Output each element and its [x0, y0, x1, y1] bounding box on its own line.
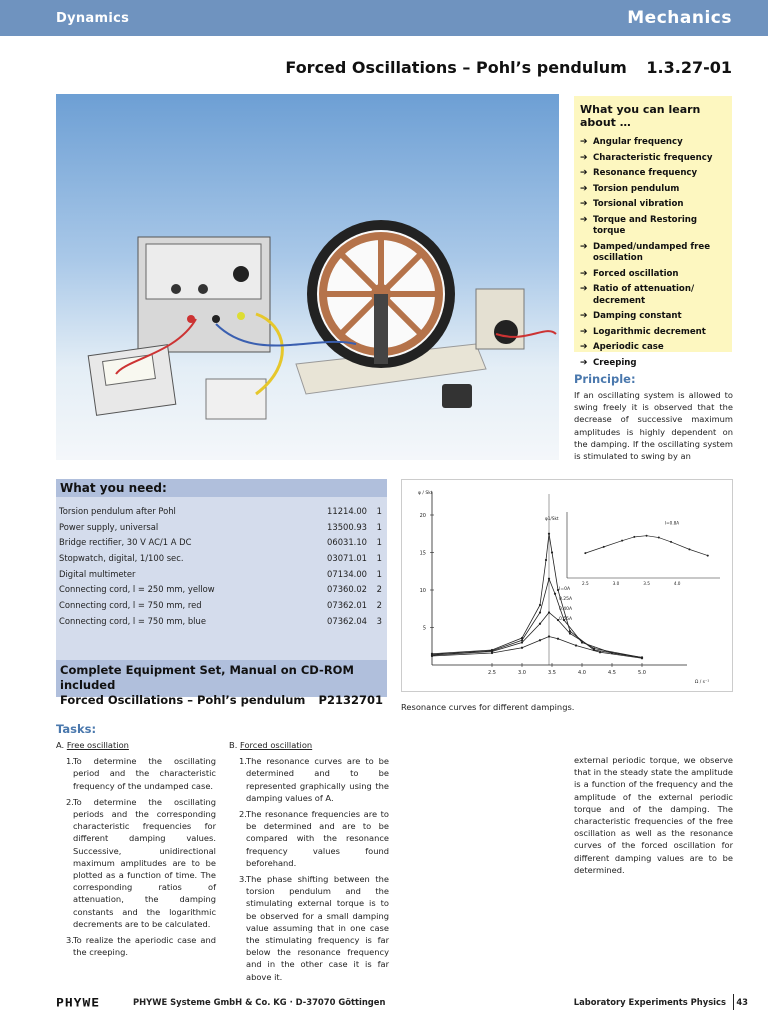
series-line — [432, 579, 642, 658]
equipment-qty: 2 — [376, 584, 382, 595]
learn-item: ➔ Resonance frequency — [580, 168, 698, 178]
x-axis-label: Ω / s⁻¹ — [694, 680, 710, 685]
equipment-row — [56, 534, 387, 550]
task-number: 3. — [66, 935, 74, 946]
arrow-icon: ➔ — [580, 268, 588, 279]
task-item: 2. To determine the oscillating periods and the corresponding characteristic frequencies for different damping values. Successive, unidirectional maximum amplitudes are to be plotted as a function of time. The corresponding ratios of attenuation, the damping constants and the logarithmic decrements are to be calculated. — [66, 796, 216, 929]
equipment-qty: 3 — [376, 615, 382, 626]
series-point — [599, 651, 601, 653]
equipment-code: 07362.04 — [327, 615, 367, 626]
experiment-number: 1.3.27-01 — [646, 58, 732, 77]
footer-address: PHYWE Systeme GmbH & Co. KG · D-37070 Göttingen — [133, 997, 386, 1007]
learn-item: ➔ Forced oscillation — [580, 268, 679, 279]
learn-item: ➔ Torque and Restoring torque — [580, 214, 698, 236]
series-point — [521, 641, 523, 643]
inset-point — [688, 548, 690, 550]
equipment-row — [56, 519, 387, 535]
equipment-name: Bridge rectifier, 30 V AC/1 A DC — [59, 537, 192, 548]
inset-y-label: φ1/Skt — [545, 516, 559, 521]
learn-about-box — [574, 96, 732, 368]
y-tick-label: 5 — [422, 625, 426, 632]
equipment-set-box — [56, 660, 387, 707]
equipment-row — [56, 550, 387, 566]
equipment-row — [56, 581, 387, 597]
inset-point — [633, 536, 635, 538]
series-point — [554, 593, 556, 595]
series-point — [575, 644, 577, 646]
series-point — [539, 639, 541, 641]
learn-heading: What you can learn about … — [580, 103, 701, 129]
principle-continuation: external periodic torque, we observe that in the steady state the amplitude is a function of the frequency and the amplitude of the external periodic torque and of the damping. The characteristic frequencies of the free oscillation as well as the resonance curves of the forced oscillation for different damping values are to be determined. — [574, 755, 733, 875]
series-point — [557, 638, 559, 640]
inset-x-tick-label: 2.5 — [582, 581, 589, 586]
series-point — [548, 635, 550, 637]
apparatus-illustration — [56, 94, 559, 460]
series-label: 0.25A — [559, 597, 573, 602]
phywe-logo: PHYWE — [56, 997, 101, 1010]
equipment-code: 06031.10 — [327, 537, 367, 548]
arrow-icon: ➔ — [580, 357, 588, 368]
series-point — [539, 611, 541, 613]
inset-point — [670, 541, 672, 543]
chart-caption: Resonance curves for different dampings. — [401, 702, 575, 712]
equipment-code: 07134.00 — [327, 568, 367, 579]
task-number: 2. — [239, 809, 247, 820]
series-point — [548, 611, 550, 613]
task-item: 1. The resonance curves are to be determined and to be represented graphically using the damping values of A. — [239, 756, 389, 803]
series-point — [548, 578, 550, 580]
arrow-icon: ➔ — [580, 183, 588, 194]
series-point — [569, 630, 571, 632]
inset-line — [585, 536, 707, 556]
title-text: Forced Oscillations – Pohl’s pendulum — [285, 58, 627, 77]
series-line — [432, 637, 642, 659]
equipment-code: 07362.01 — [327, 599, 367, 610]
what-you-need-box — [56, 479, 387, 707]
resonance-chart — [401, 479, 733, 692]
equipment-name: Connecting cord, l = 250 mm, yellow — [59, 584, 215, 595]
footer-series: Laboratory Experiments Physics — [573, 997, 726, 1007]
header-bar — [0, 0, 768, 36]
equipment-row — [56, 597, 387, 613]
principle-heading: Principle: — [574, 372, 636, 386]
series-point — [491, 652, 493, 654]
x-tick-label: 2.5 — [488, 670, 496, 676]
page-number: 43 — [736, 997, 748, 1007]
equipment-code: 03071.01 — [327, 552, 367, 563]
equipment-qty: 1 — [376, 521, 382, 532]
equipment-qty: 1 — [376, 552, 382, 563]
series-point — [641, 657, 643, 659]
series-label: I=0A — [559, 587, 571, 592]
equipment-qty: 2 — [376, 599, 382, 610]
inset-series-label: I=0.8A — [664, 520, 680, 526]
learn-item: ➔ Torsion pendulum — [580, 183, 680, 194]
task-number: 1. — [239, 756, 247, 767]
equipment-name: Digital multimeter — [59, 568, 136, 579]
inset-point — [603, 546, 605, 548]
page-title — [285, 58, 732, 77]
series-point — [593, 647, 595, 649]
equipment-qty: 1 — [376, 537, 382, 548]
set-line-1: Complete Equipment Set, Manual on CD-ROM included — [60, 663, 354, 692]
set-code: P2132701 — [318, 693, 383, 707]
footer — [0, 990, 768, 1020]
task-a-title: A. Free oscillation — [56, 740, 129, 750]
inset-x-tick-label: 3.0 — [612, 581, 620, 586]
y-tick-label: 10 — [419, 588, 426, 594]
series-point — [539, 623, 541, 625]
task-item: 3. To realize the aperiodic case and the creeping. — [66, 935, 216, 958]
inset-point — [658, 537, 660, 539]
equipment-qty: 1 — [376, 568, 382, 579]
equipment-qty: 1 — [376, 505, 382, 516]
x-tick-label: 4.5 — [608, 670, 616, 676]
y-axis-label: φ / Skt — [418, 491, 433, 496]
equipment-name: Connecting cord, l = 750 mm, blue — [59, 615, 206, 626]
section-label: Dynamics — [56, 11, 130, 26]
equipment-name: Torsion pendulum after Pohl — [59, 505, 176, 516]
category-label: Mechanics — [627, 8, 732, 28]
need-heading: What you need: — [56, 479, 387, 497]
equipment-table — [56, 503, 387, 629]
inset-point — [707, 555, 709, 557]
equipment-row — [56, 566, 387, 582]
learn-item: ➔ Characteristic frequency — [580, 152, 713, 163]
task-number: 1. — [66, 756, 74, 767]
learn-list — [580, 137, 726, 369]
tasks-column-b — [229, 739, 389, 987]
x-tick-label: 5.0 — [638, 670, 646, 676]
task-number: 3. — [239, 874, 247, 885]
arrow-icon: ➔ — [580, 311, 588, 321]
series-point — [521, 647, 523, 649]
x-tick-label: 4.0 — [578, 670, 586, 676]
learn-item: ➔ Torsional vibration — [580, 199, 684, 209]
series-point — [569, 632, 571, 634]
series-point — [545, 559, 547, 561]
equipment-row — [56, 503, 387, 519]
arrow-icon: ➔ — [580, 168, 588, 178]
set-line-2: Forced Oscillations – Pohl’s pendulum — [60, 693, 306, 707]
footer-divider — [733, 994, 734, 1010]
apparatus-photo — [56, 94, 559, 460]
series-line — [432, 613, 642, 658]
inset-point — [621, 540, 623, 542]
equipment-row — [56, 613, 387, 629]
resonance-chart-svg — [402, 480, 732, 691]
series-point — [551, 551, 553, 553]
learn-item: ➔ Aperiodic case — [580, 342, 664, 352]
inset-point — [646, 535, 648, 537]
learn-item: ➔ Damping constant — [580, 311, 682, 321]
tasks-column-a — [56, 739, 216, 962]
equipment-name: Power supply, universal — [59, 521, 159, 532]
y-tick-label: 15 — [419, 550, 426, 557]
task-b-list — [229, 755, 389, 983]
equipment-code: 13500.93 — [327, 521, 367, 532]
learn-item: ➔ Ratio of attenuation/ decrement — [580, 284, 695, 306]
series-point — [548, 533, 550, 535]
arrow-icon: ➔ — [580, 241, 588, 252]
series-label: 0.55A — [559, 617, 573, 622]
y-tick-label: 20 — [419, 513, 426, 519]
series-point — [431, 655, 433, 657]
arrow-icon: ➔ — [580, 137, 588, 147]
equipment-name: Connecting cord, l = 750 mm, red — [59, 599, 202, 610]
tasks-heading: Tasks: — [56, 722, 97, 736]
arrow-icon: ➔ — [580, 199, 588, 209]
task-item: 2. The resonance frequencies are to be determined and are to be compared with the resonance frequency values found beforehand. — [239, 809, 389, 868]
arrow-icon: ➔ — [580, 342, 588, 352]
series-label: 0.40A — [559, 607, 573, 612]
inset-x-tick-label: 4.0 — [673, 581, 681, 586]
equipment-code: 07360.02 — [327, 584, 367, 595]
series-point — [521, 639, 523, 641]
learn-item: ➔ Logarithmic decrement — [580, 326, 706, 337]
arrow-icon: ➔ — [580, 214, 588, 225]
series-line — [432, 534, 642, 658]
learn-item: ➔ Damped/undamped free oscillation — [580, 241, 711, 263]
arrow-icon: ➔ — [580, 326, 588, 337]
inset-point — [584, 552, 586, 554]
learn-item: ➔ Angular frequency — [580, 137, 683, 147]
task-number: 2. — [66, 796, 74, 807]
task-item: 1. To determine the oscillating period and the characteristic frequency of the undamped case. — [66, 756, 216, 791]
task-item: 3. The phase shifting between the torsion pendulum and the stimulating external torque is to be observed for a small damping value assuming that in one case the stimulating frequency is far below the resonance frequency and in the other case it is far above it. — [239, 874, 389, 982]
x-tick-label: 3.0 — [518, 670, 526, 676]
task-b-title: B. Forced oscillation — [229, 740, 313, 750]
arrow-icon: ➔ — [580, 152, 588, 163]
learn-item: ➔ Creeping — [580, 357, 637, 368]
equipment-code: 11214.00 — [327, 505, 367, 516]
task-a-list — [56, 755, 216, 958]
inset-x-tick-label: 3.5 — [643, 581, 650, 586]
principle-text: If an oscillating system is allowed to swing freely it is observed that the decrease of successive maximum amplitudes is highly dependent on the damping. If the oscillating system is stimulated to swing by an — [574, 390, 733, 462]
x-tick-label: 3.5 — [548, 670, 556, 676]
equipment-name: Stopwatch, digital, 1/100 sec. — [59, 552, 184, 563]
arrow-icon: ➔ — [580, 284, 588, 294]
series-point — [539, 604, 541, 606]
